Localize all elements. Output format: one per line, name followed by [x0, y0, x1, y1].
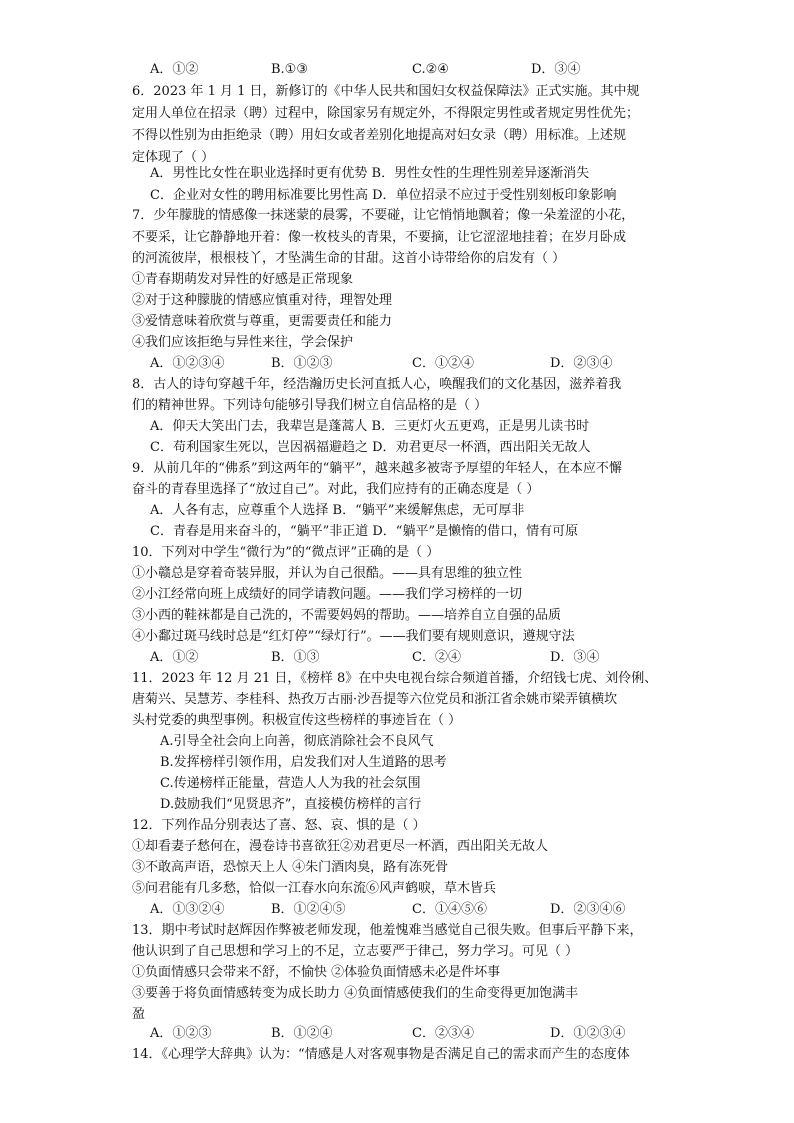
q7-stem-line: 7．少年朦胧的情感像一抹迷蒙的晨雾，不要碰，让它悄悄地飘着；像一朵羞涩的小花，	[132, 208, 635, 223]
q5-option-d: D．③④	[531, 62, 581, 77]
q13-option-a: A．①②③	[150, 1026, 212, 1041]
q11-option-a: A.引导全社会向上向善，彻底消除社会不良风气	[160, 734, 434, 749]
q7-statement: ④我们应该拒绝与异性来往，学会保护	[132, 335, 354, 350]
q12-option-a: A．①③②④	[150, 902, 225, 917]
q10-option-b: B．①③	[271, 650, 320, 665]
q12-option-c: C．①④⑤⑥	[412, 902, 487, 917]
q14-stem-line: 14．《心理学大辞典》认为：“情感是人对客观事物是否满足自己的需求而产生的态度体	[132, 1047, 630, 1062]
q9-stem-line: 9．从前几年的“佛系”到这两年的“躺平”，越来越多被寄予厚望的年轻人，在本应不懈	[132, 461, 622, 476]
q10-statement: ①小赣总是穿着奇装异服，并认为自己很酷。——具有思维的独立性	[132, 566, 523, 581]
q11-option-b: B.发挥榜样引领作用，启发我们对人生道路的思考	[160, 755, 447, 770]
q8-options-cd: C．苟利国家生死以，岂因祸福避趋之 D．劝君更尽一杯酒，西出阳关无故人	[150, 440, 591, 455]
q10-option-d: D．③④	[550, 650, 600, 665]
q10-stem-line: 10．下列对中学生“微行为”的“微点评”正确的是（ ）	[132, 545, 440, 560]
q12-stem-line: 12．下列作品分别表达了喜、怒、哀、惧的是（ ）	[132, 818, 426, 833]
q13-statement: ③要善于将负面情感转变为成长助力 ④负面情感使我们的生命变得更加饱满丰	[132, 986, 579, 1001]
q13-stem-line: 13．期中考试时赵辉因作弊被老师发现，他羞愧难当感觉自己很失败。但事后平静下来，	[132, 923, 643, 938]
q11-stem-line: 头村党委的典型事例。积极宣传这些榜样的事迹旨在（ ）	[132, 713, 462, 728]
q5-option-c: C.②④	[412, 62, 449, 77]
q10-option-c: C．②④	[412, 650, 461, 665]
q7-option-b: B．①②③	[271, 356, 333, 371]
q12-statement: ①却看妻子愁何在，漫卷诗书喜欲狂②劝君更尽一杯酒，西出阳关无故人	[132, 839, 549, 854]
q13-statement: ①负面情感只会带来不舒，不愉快 ②体验负面情感未必是件坏事	[132, 965, 501, 980]
q10-option-a: A．①②	[150, 650, 199, 665]
q9-options-ab: A．人各有志，应尊重个人选择 B．“躺平”来缓解焦虑，无可厚非	[150, 503, 525, 518]
q9-options-cd: C．青春是用来奋斗的，“躺平”非正道 D．“躺平”是懒惰的借口，情有可原	[150, 524, 579, 539]
q6-stem-line: 不得以性别为由拒绝录（聘）用妇女或者差别化地提高对妇女录（聘）用标准。上述规	[132, 128, 627, 143]
q8-stem-line: 8．古人的诗句穿越千年，经浩瀚历史长河直抵人心，唤醒我们的文化基因，滋养着我	[132, 377, 622, 392]
q5-option-b: B.①③	[271, 62, 308, 77]
q10-statement: ③小西的鞋袜都是自己洗的，不需要妈妈的帮助。——培养自立自强的品质	[132, 608, 562, 623]
q12-statement: ③不敢高声语，恐惊天上人 ④朱门酒肉臭，路有冻死骨	[132, 860, 449, 875]
q7-stem-line: 不要采，让它静静地开着：像一枚枝头的青果，不要摘，让它涩涩地挂着；在岁月卧成	[132, 230, 627, 245]
q13-option-c: C．②③④	[412, 1026, 474, 1041]
q13-option-b: B．①②④	[271, 1026, 333, 1041]
q13-statement: 盈	[132, 1007, 146, 1022]
q13-stem-line: 他认识到了自己思想和学习上的不足，立志要严于律己，努力学习。可见（ ）	[132, 944, 579, 959]
q7-statement: ②对于这种朦胧的情感应慎重对待，理智处理	[132, 293, 393, 308]
q12-option-b: B．①②④⑤	[271, 902, 346, 917]
q8-stem-line: 们的精神世界。下列诗句能够引导我们树立自信品格的是（ ）	[132, 398, 488, 413]
q6-options-cd: C．企业对女性的聘用标准要比男性高 D．单位招录不应过于受性别刻板印象影响	[150, 188, 617, 203]
q11-stem-line: 11．2023 年 12 月 21 日，《榜样 8》在中央电视台综合频道首播，介绍钱七虎、刘伶俐、	[132, 671, 658, 686]
q10-statement: ④小鄱过斑马线时总是“红灯停”“绿灯行”。——我们要有规则意识，遵规守法	[132, 629, 575, 644]
q7-statement: ③爱情意味着欣赏与尊重，更需要责任和能力	[132, 314, 393, 329]
q6-options-ab: A．男性比女性在职业选择时更有优势 B．男性女性的生理性别差异逐渐消失	[150, 166, 590, 181]
q12-statement: ⑤问君能有几多愁，恰似一江春水向东流⑥风声鹤唳，草木皆兵	[132, 881, 497, 896]
q11-stem-line: 唐菊兴、吴慧芳、李桂科、热孜万古丽·沙吾提等六位党员和浙江省余姚市梁弄镇横坎	[132, 692, 618, 707]
q9-stem-line: 奋斗的青春里选择了“放过自己”。对此，我们应持有的正确态度是（ ）	[132, 482, 540, 497]
q10-statement: ②小江经常向班上成绩好的同学请教问题。——我们学习榜样的一切	[132, 587, 523, 602]
q6-stem-line: 定体现了（ ）	[132, 150, 215, 165]
q7-option-d: D．②③④	[550, 356, 613, 371]
q6-stem-line: 6．2023 年 1 月 1 日，新修订的《中华人民共和国妇女权益保障法》正式实施。其中规	[132, 84, 640, 99]
q5-option-a: A．①②	[150, 62, 199, 77]
q7-stem-line: 的河流彼岸，根根枝丫，才坠满生命的甘甜。这首小诗带给你的启发有（ ）	[132, 251, 566, 266]
q7-option-c: C．①②④	[412, 356, 474, 371]
q12-option-d: D．②③④⑥	[550, 902, 626, 917]
q13-option-d: D．①②③④	[550, 1026, 626, 1041]
q7-option-a: A．①②③④	[150, 356, 225, 371]
q11-option-d: D.鼓励我们“见贤思齐”，直接模仿榜样的言行	[160, 797, 422, 812]
q7-statement: ①青春期萌发对异性的好感是正常现象	[132, 272, 354, 287]
q11-option-c: C.传递榜样正能量，营造人人为我的社会氛围	[160, 776, 421, 791]
q8-options-ab: A．仰天大笑出门去，我辈岂是蓬蒿人 B．三更灯火五更鸡，正是男儿读书时	[150, 419, 590, 434]
q6-stem-line: 定用人单位在招录（聘）过程中，除国家另有规定外，不得限定男性或者规定男性优先；	[132, 106, 640, 121]
